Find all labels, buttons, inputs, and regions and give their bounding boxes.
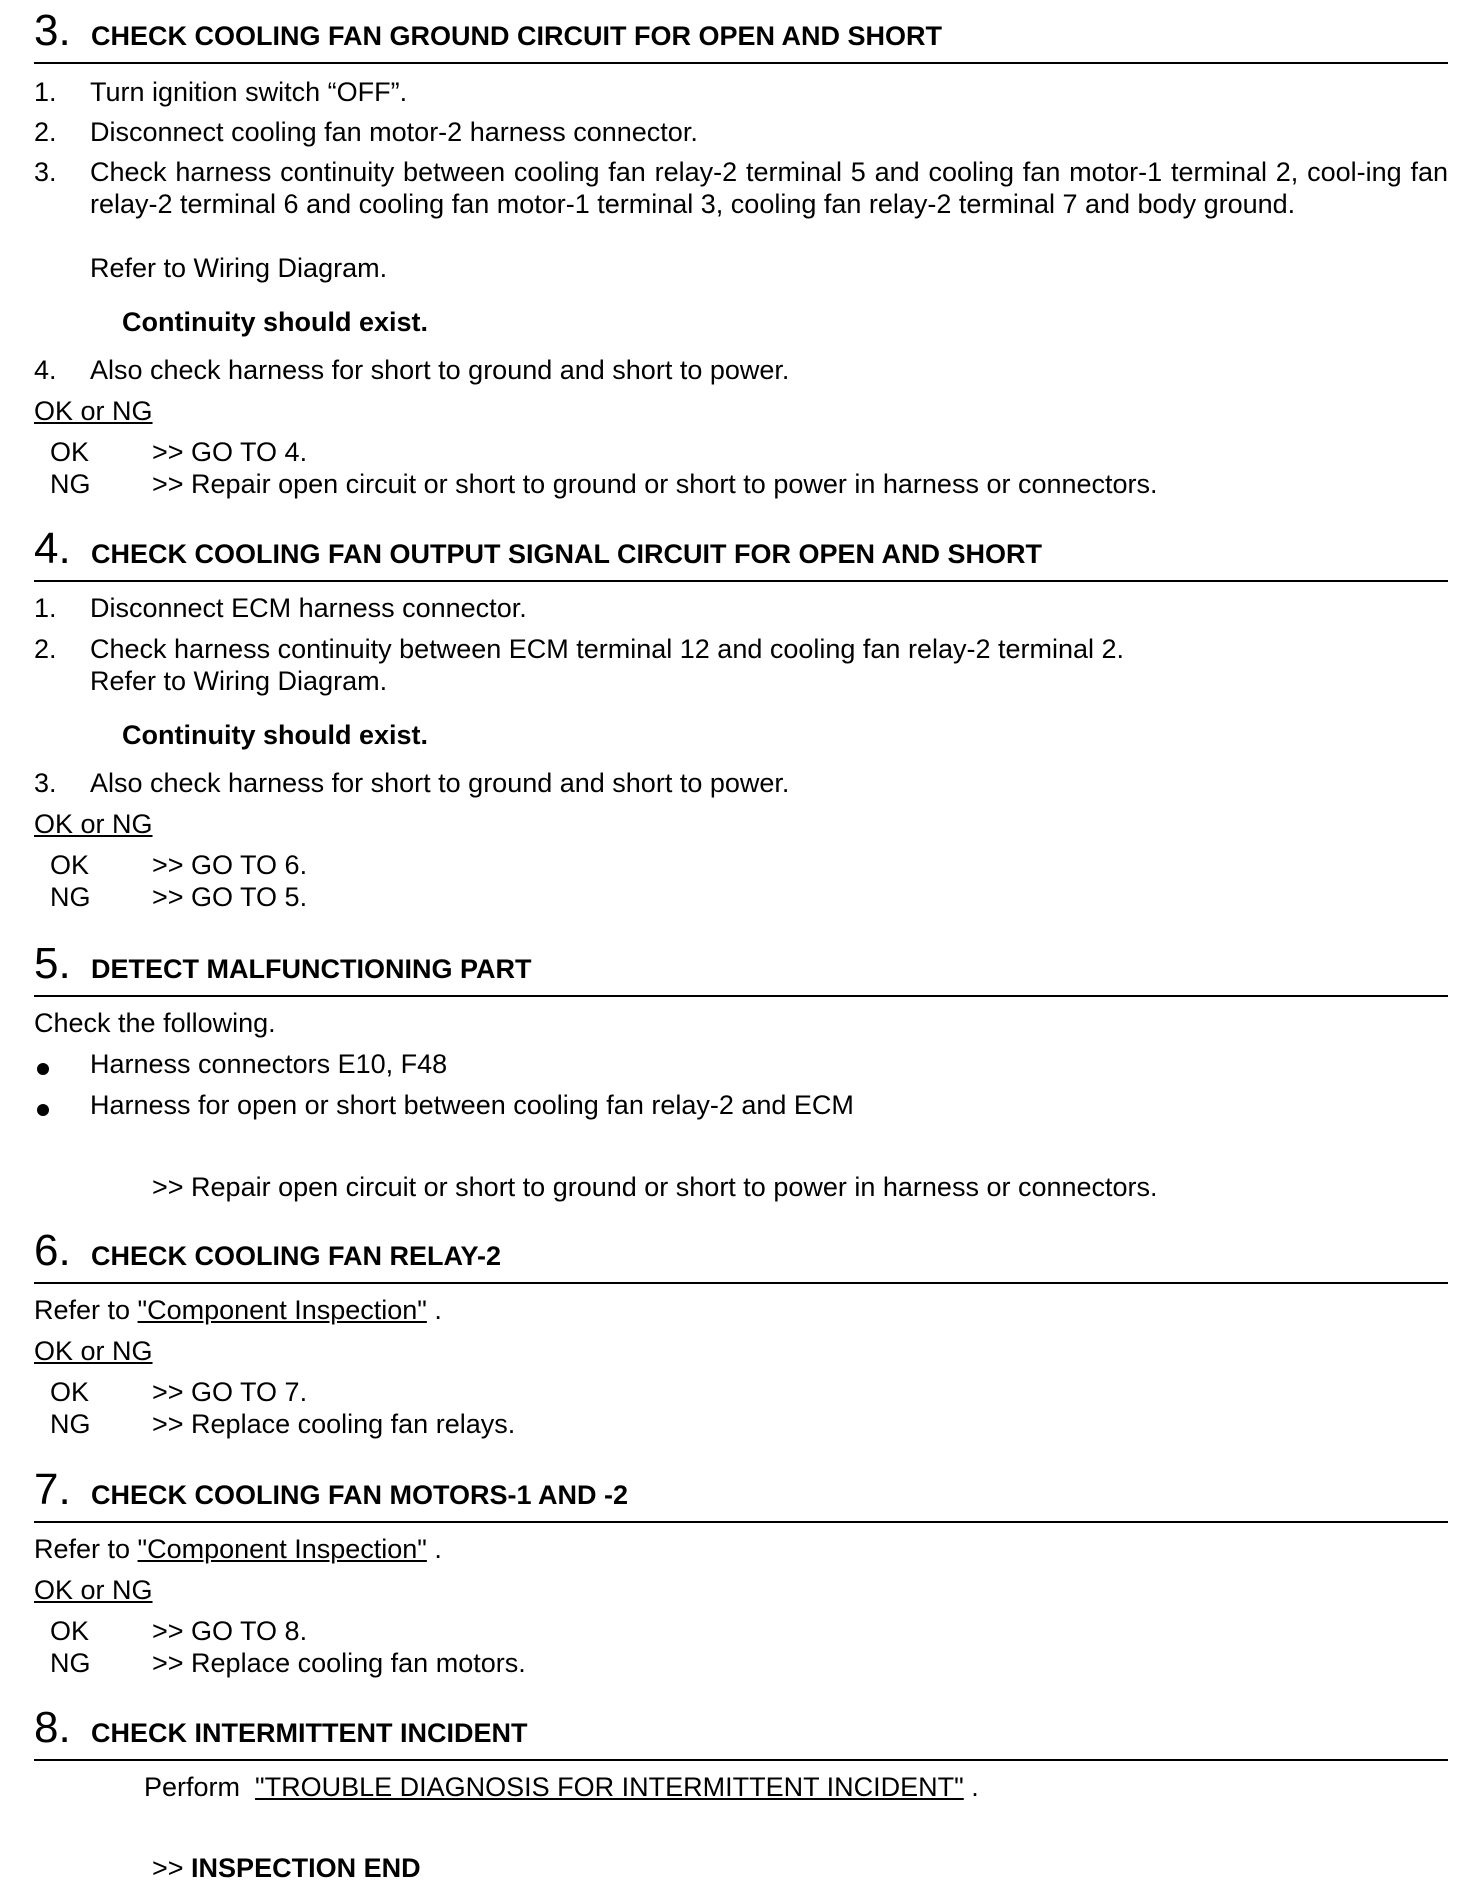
component-inspection-link[interactable]: "Component Inspection": [137, 1295, 427, 1325]
ok-or-ng-label: OK or NG: [34, 809, 153, 839]
action-text: >> Repair open circuit or short to ground or short to power in harness or connectors.: [152, 1172, 1158, 1202]
refer-text: Refer to Wiring Diagram.: [90, 253, 388, 283]
bullet-dot: [37, 1063, 49, 1075]
refer-prefix: Refer to: [34, 1534, 138, 1564]
end-arrow: >>: [152, 1853, 192, 1883]
ok-or-ng-label: OK or NG: [34, 396, 153, 426]
section-number: 7.: [34, 1465, 71, 1514]
bullet-text: Harness for open or short between cooling fan relay-2 and ECM: [90, 1090, 854, 1120]
step-text: Also check harness for short to ground and short to power.: [90, 355, 790, 385]
result-ok-action: >> GO TO 4.: [152, 437, 308, 467]
intro-text: Check the following.: [34, 1008, 276, 1038]
section-title: CHECK COOLING FAN OUTPUT SIGNAL CIRCUIT FOR OPEN AND SHORT: [91, 539, 1043, 569]
result-ng-label: NG: [50, 882, 91, 912]
step-number: 3.: [34, 157, 57, 187]
result-ng-action: >> GO TO 5.: [152, 882, 308, 912]
section-6-header: [34, 1222, 1448, 1284]
bullet-dot: [37, 1104, 49, 1116]
step-text: Also check harness for short to ground and short to power.: [90, 768, 790, 798]
section-4-header: [34, 520, 1448, 582]
result-ok-action: >> GO TO 8.: [152, 1616, 308, 1646]
step-number: 2.: [34, 117, 57, 147]
spec-text: Continuity should exist.: [122, 720, 429, 750]
step-number: 3.: [34, 768, 57, 798]
refer-suffix: .: [426, 1295, 442, 1325]
section-7-header: [34, 1461, 1448, 1523]
result-ok-label: OK: [50, 1377, 90, 1407]
refer-text: Refer to Wiring Diagram.: [90, 666, 388, 696]
section-number: 3.: [34, 6, 71, 55]
section-title: CHECK INTERMITTENT INCIDENT: [91, 1718, 528, 1748]
result-ng-label: NG: [50, 1648, 91, 1678]
step-text: Check harness continuity between cooling fan relay-2 terminal 5 and cooling fan motor-1 terminal 2, cool-ing fan relay-2 terminal 6 and cooling fan motor-1 terminal 3, cooling fan relay-2 terminal 7 and body ground.: [90, 157, 1448, 219]
ok-or-ng-label: OK or NG: [34, 1336, 153, 1366]
step-text: Disconnect ECM harness connector.: [90, 593, 527, 623]
result-ok-label: OK: [50, 1616, 90, 1646]
step-number: 1.: [34, 77, 57, 107]
perform-line: [144, 1771, 979, 1803]
result-ok-label: OK: [50, 437, 90, 467]
step-text: Disconnect cooling fan motor-2 harness connector.: [90, 117, 698, 147]
refer-prefix: Refer to: [34, 1295, 138, 1325]
component-inspection-link[interactable]: "Component Inspection": [137, 1534, 427, 1564]
result-ok-action: >> GO TO 6.: [152, 850, 308, 880]
section-number: 6.: [34, 1226, 71, 1275]
refer-line: [34, 1533, 442, 1565]
step-number: 2.: [34, 634, 57, 664]
section-number: 8.: [34, 1703, 71, 1752]
inspection-end: [152, 1852, 421, 1884]
section-8-header: [34, 1699, 1448, 1761]
ok-or-ng-label: OK or NG: [34, 1575, 153, 1605]
step-text: Turn ignition switch “OFF”.: [90, 77, 408, 107]
step-text: Check harness continuity between ECM terminal 12 and cooling fan relay-2 terminal 2.: [90, 634, 1125, 664]
section-title: CHECK COOLING FAN RELAY-2: [91, 1241, 502, 1271]
section-number: 4.: [34, 524, 71, 573]
section-3-header: [34, 2, 1448, 64]
perform-prefix: Perform: [144, 1772, 256, 1802]
refer-line: [34, 1294, 442, 1326]
result-ok-label: OK: [50, 850, 90, 880]
result-ng-label: NG: [50, 469, 91, 499]
section-5-header: [34, 935, 1448, 997]
trouble-diagnosis-link[interactable]: "TROUBLE DIAGNOSIS FOR INTERMITTENT INCIDENT": [255, 1772, 964, 1802]
result-ng-action: >> Replace cooling fan motors.: [152, 1648, 526, 1678]
section-number: 5.: [34, 939, 71, 988]
result-ng-label: NG: [50, 1409, 91, 1439]
section-title: CHECK COOLING FAN GROUND CIRCUIT FOR OPEN AND SHORT: [91, 21, 943, 51]
step-number: 1.: [34, 593, 57, 623]
perform-suffix: .: [963, 1772, 979, 1802]
end-text: INSPECTION END: [191, 1853, 421, 1883]
result-ok-action: >> GO TO 7.: [152, 1377, 308, 1407]
result-ng-action: >> Replace cooling fan relays.: [152, 1409, 516, 1439]
bullet-text: Harness connectors E10, F48: [90, 1049, 448, 1079]
result-ng-action: >> Repair open circuit or short to ground or short to power in harness or connectors.: [152, 469, 1158, 499]
step-number: 4.: [34, 355, 57, 385]
spec-text: Continuity should exist.: [122, 307, 429, 337]
section-title: DETECT MALFUNCTIONING PART: [91, 954, 532, 984]
section-title: CHECK COOLING FAN MOTORS-1 AND -2: [91, 1480, 629, 1510]
refer-suffix: .: [426, 1534, 442, 1564]
